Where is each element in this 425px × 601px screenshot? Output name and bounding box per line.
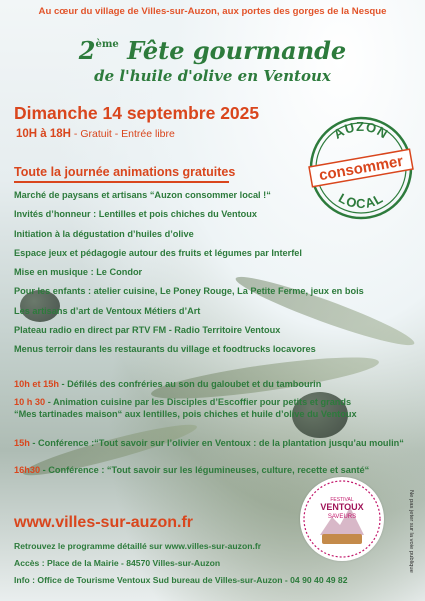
vertical-note-text: Ne pas jeter sur la voie publique	[408, 490, 414, 573]
stamp-middle-text: consommer	[317, 152, 405, 185]
list-item: Plateau radio en direct par RTV FM - Radio Territoire Ventoux	[14, 325, 281, 336]
list-item: Marché de paysans et artisans “Auzon consommer local !“	[14, 190, 271, 200]
event-title	[0, 36, 425, 85]
hours: 10H à 18H	[16, 128, 71, 140]
schedule-text-line2: “Mes tartinades maison“ aux lentilles, pois chiches et huile d’olive du Ventoux	[14, 409, 357, 419]
title-underline	[14, 181, 229, 183]
stamp-top-text: AUZON	[330, 118, 392, 142]
list-item: Espace jeux et pédagogie autour des fruits et légumes par Interfel	[14, 247, 302, 258]
schedule-time: 10h et 15h	[14, 379, 59, 389]
program-line: Retrouvez le programme détaillé sur www.villes-sur-auzon.fr	[14, 541, 262, 551]
stamp-bottom-text: LOCAL	[336, 190, 386, 212]
animations-list	[14, 189, 364, 363]
event-hours	[16, 128, 175, 140]
list-item: Invités d’honneur : Lentilles et pois chiches du Ventoux	[14, 209, 257, 220]
ventoux-saveurs-logo	[300, 477, 384, 561]
info-line: Info : Office de Tourisme Ventoux Sud bureau de Villes-sur-Auzon - 04 90 40 49 82	[14, 575, 348, 585]
list-item: Mise en musique : Le Condor	[14, 267, 143, 278]
access-line: Accès : Place de la Mairie - 84570 Villes-sur-Auzon	[14, 558, 221, 568]
list-item: Initiation à la dégustation d’huiles d’olive	[14, 228, 194, 239]
vertical-note	[408, 490, 418, 590]
schedule-time: 15h	[14, 438, 30, 448]
title-text: Fête gourmande	[127, 36, 347, 65]
title-ordinal-suffix: ème	[95, 39, 119, 50]
schedule-item	[14, 464, 369, 476]
title-subtitle: de l'huile d'olive en Ventoux	[94, 67, 331, 85]
schedule-text: - Conférence :“Tout savoir sur l’olivier en Ventoux : de la plantation jusqu’au moulin“	[29, 438, 404, 448]
schedule-text: - Conférence : “Tout savoir sur les légumineuses, culture, recette et santé“	[40, 465, 370, 475]
entry-details: - Gratuit - Entrée libre	[70, 128, 175, 140]
badge-line1: FESTIVAL	[330, 497, 354, 503]
title-ordinal: 2	[78, 36, 96, 65]
schedule-item	[14, 437, 404, 449]
list-item: Les artisans d’art de Ventoux Métiers d’Art	[14, 305, 201, 316]
animations-title: Toute la journée animations gratuites	[14, 165, 236, 179]
website-link[interactable]: www.villes-sur-auzon.fr	[14, 514, 193, 531]
schedule-text: - Animation cuisine par les Disciples d’Escoffier pour petits et grands	[45, 397, 352, 407]
badge-line3: SAVEURS	[327, 514, 357, 520]
list-item: Menus terroir dans les restaurants du village et foodtrucks locavores	[14, 344, 316, 355]
schedule-item	[14, 378, 321, 390]
list-item: Pour les enfants : atelier cuisine, Le Poney Rouge, La Petite Ferme, jeux en bois	[14, 286, 364, 297]
event-date: Dimanche 14 septembre 2025	[14, 103, 260, 123]
schedule-text: - Défilés des confréries au son du galoubet et du tambourin	[58, 379, 322, 389]
badge-line2: VENTOUX	[320, 502, 364, 512]
schedule-item	[14, 396, 357, 420]
schedule-time: 16h30	[14, 465, 41, 475]
title-main	[0, 36, 425, 65]
intro-line: Au cœur du village de Villes-sur-Auzon, aux portes des gorges de la Nesque	[38, 6, 387, 17]
schedule-time: 10 h 30	[14, 397, 46, 407]
